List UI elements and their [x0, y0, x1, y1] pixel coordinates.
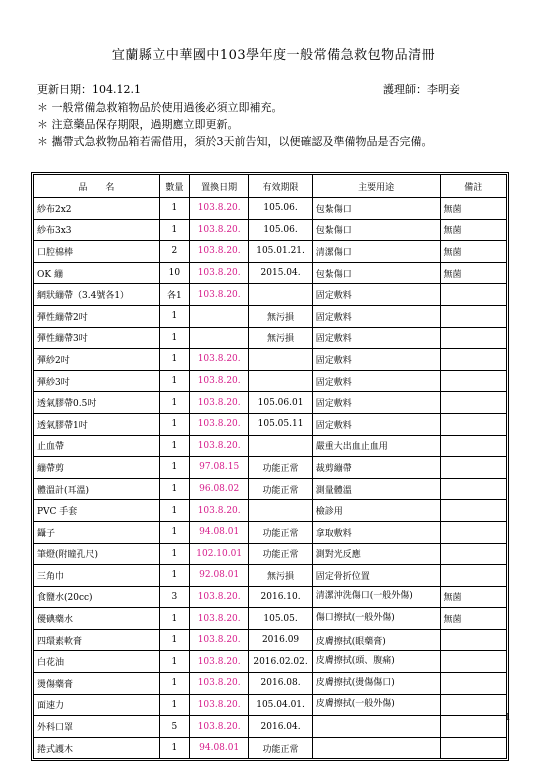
table-row [34, 219, 507, 241]
cell-replace-date: 96.08.02 [189, 478, 248, 500]
table-row [34, 694, 507, 716]
table-row [34, 543, 507, 565]
table-row [34, 716, 507, 738]
table-row [34, 349, 507, 371]
cell-remark [440, 349, 506, 371]
cell-expiry: 105.05.11 [249, 413, 312, 435]
cell-usage: 皮膚擦拭(頭、腹痛) [312, 651, 440, 673]
cell-replace-date [189, 305, 248, 327]
cell-expiry: 105.05. [249, 608, 312, 630]
cell-item-name: 口腔棉棒 [34, 241, 160, 263]
cell-item-name: 食鹽水(20cc) [34, 586, 160, 608]
cell-quantity: 1 [159, 651, 189, 673]
cell-quantity: 1 [159, 370, 189, 392]
cell-remark: 無菌 [440, 198, 506, 220]
cell-expiry: 無污損 [249, 565, 312, 587]
cell-usage: 皮膚擦拭(一般外傷) [312, 694, 440, 716]
cell-quantity: 1 [159, 629, 189, 651]
cell-expiry: 功能正常 [249, 737, 312, 759]
cell-remark [440, 435, 506, 457]
table-row [34, 629, 507, 651]
cell-replace-date: 97.08.15 [189, 457, 248, 479]
cell-expiry: 功能正常 [249, 521, 312, 543]
table-row [34, 565, 507, 587]
header-replace-date: 置換日期 [189, 175, 248, 198]
cell-replace-date: 103.8.20. [189, 219, 248, 241]
cell-replace-date: 103.8.20. [189, 435, 248, 457]
table-row [34, 673, 507, 695]
cell-replace-date: 92.08.01 [189, 565, 248, 587]
cell-expiry [249, 500, 312, 522]
cell-item-name: 繃帶剪 [34, 457, 160, 479]
cell-item-name: 鑷子 [34, 521, 160, 543]
cell-remark: 無菌 [440, 262, 506, 284]
cell-expiry: 105.04.01. [249, 694, 312, 716]
cell-replace-date: 94.08.01 [189, 737, 248, 759]
cell-expiry: 2015.04. [249, 262, 312, 284]
header-usage: 主要用途 [312, 175, 440, 198]
cell-remark [440, 457, 506, 479]
cell-item-name: 捲式護木 [34, 737, 160, 759]
cell-remark [440, 521, 506, 543]
cell-expiry: 105.01.21. [249, 241, 312, 263]
cell-usage: 包紮傷口 [312, 198, 440, 220]
cell-item-name: 筆燈(附瞳孔尺) [34, 543, 160, 565]
cell-remark [440, 629, 506, 651]
cell-replace-date: 103.8.20. [189, 413, 248, 435]
cell-usage: 皮膚擦拭(燙傷傷口) [312, 673, 440, 695]
cell-replace-date: 103.8.20. [189, 284, 248, 306]
cell-expiry: 無污損 [249, 327, 312, 349]
cell-usage: 拿取敷料 [312, 521, 440, 543]
cell-usage: 檢診用 [312, 500, 440, 522]
cell-remark [440, 413, 506, 435]
cell-replace-date: 103.8.20. [189, 370, 248, 392]
cell-expiry [249, 370, 312, 392]
table-row [34, 608, 507, 630]
cell-usage: 嚴重大出血止血用 [312, 435, 440, 457]
cell-replace-date: 103.8.20. [189, 262, 248, 284]
table-row [34, 457, 507, 479]
cell-quantity: 1 [159, 521, 189, 543]
document-title: 宜蘭縣立中華國中103學年度一般常備急救包物品清冊 [111, 48, 436, 63]
cell-item-name: 彈性繃帶3吋 [34, 327, 160, 349]
table-header-row [34, 175, 507, 198]
cell-expiry [249, 349, 312, 371]
cell-usage: 固定敷料 [312, 392, 440, 414]
cell-quantity: 3 [159, 586, 189, 608]
page-number: 1 [505, 713, 511, 723]
table-row [34, 586, 507, 608]
cell-replace-date: 103.8.20. [189, 241, 248, 263]
cell-replace-date: 94.08.01 [189, 521, 248, 543]
cell-replace-date: 103.8.20. [189, 586, 248, 608]
cell-quantity: 1 [159, 198, 189, 220]
table-row [34, 435, 507, 457]
cell-replace-date: 103.8.20. [189, 651, 248, 673]
cell-replace-date: 103.8.20. [189, 694, 248, 716]
cell-remark [440, 305, 506, 327]
table-row [34, 737, 507, 759]
table-row [34, 262, 507, 284]
cell-replace-date: 103.8.20. [189, 608, 248, 630]
cell-item-name: 彈紗2吋 [34, 349, 160, 371]
cell-usage: 包紮傷口 [312, 262, 440, 284]
cell-quantity: 1 [159, 737, 189, 759]
cell-expiry: 105.06. [249, 219, 312, 241]
cell-quantity: 1 [159, 413, 189, 435]
cell-quantity: 1 [159, 457, 189, 479]
table-row [34, 478, 507, 500]
table-row [34, 392, 507, 414]
cell-usage: 固定骨折位置 [312, 565, 440, 587]
cell-remark: 無菌 [440, 241, 506, 263]
cell-quantity: 1 [159, 565, 189, 587]
cell-expiry: 105.06.01 [249, 392, 312, 414]
header-expiry: 有效期限 [249, 175, 312, 198]
cell-item-name: 紗布2x2 [34, 198, 160, 220]
table-body [34, 198, 507, 759]
cell-quantity: 1 [159, 673, 189, 695]
cell-item-name: 透氣膠帶0.5吋 [34, 392, 160, 414]
cell-remark [440, 478, 506, 500]
cell-quantity: 1 [159, 608, 189, 630]
cell-remark [440, 370, 506, 392]
cell-quantity: 1 [159, 478, 189, 500]
note-item: ＊ 一般常備急救箱物品於使用過後必須立即補充。 [37, 101, 283, 114]
cell-remark [440, 716, 506, 738]
cell-quantity: 1 [159, 543, 189, 565]
cell-usage: 固定敷料 [312, 284, 440, 306]
cell-expiry [249, 284, 312, 306]
cell-expiry: 2016.09 [249, 629, 312, 651]
cell-item-name: 透氣膠帶1吋 [34, 413, 160, 435]
cell-expiry: 功能正常 [249, 478, 312, 500]
cell-expiry: 105.06. [249, 198, 312, 220]
cell-replace-date: 103.8.20. [189, 198, 248, 220]
cell-usage [312, 737, 440, 759]
cell-quantity: 5 [159, 716, 189, 738]
cell-expiry: 2016.08. [249, 673, 312, 695]
nurse-name: 護理師：李明妾 [383, 83, 460, 96]
cell-item-name: 網狀繃帶（3.4號各1） [34, 284, 160, 306]
cell-usage: 測對光反應 [312, 543, 440, 565]
cell-usage: 裁剪繃帶 [312, 457, 440, 479]
cell-item-name: 燙傷藥膏 [34, 673, 160, 695]
cell-remark [440, 673, 506, 695]
inventory-table-frame [31, 172, 509, 761]
cell-usage: 傷口擦拭(一般外傷) [312, 608, 440, 630]
cell-remark: 無菌 [440, 219, 506, 241]
cell-item-name: 優碘藥水 [34, 608, 160, 630]
cell-expiry: 無污損 [249, 305, 312, 327]
cell-usage: 固定敷料 [312, 413, 440, 435]
header-remark: 備註 [440, 175, 506, 198]
cell-item-name: 紗布3x3 [34, 219, 160, 241]
cell-usage [312, 716, 440, 738]
cell-expiry: 功能正常 [249, 457, 312, 479]
cell-item-name: 面速力 [34, 694, 160, 716]
table-row [34, 413, 507, 435]
cell-quantity: 1 [159, 694, 189, 716]
cell-usage: 皮膚擦拭(眼藥膏) [312, 629, 440, 651]
table-row [34, 370, 507, 392]
cell-remark [440, 500, 506, 522]
table-row [34, 305, 507, 327]
cell-quantity: 1 [159, 500, 189, 522]
cell-quantity: 1 [159, 327, 189, 349]
cell-remark [440, 392, 506, 414]
table-row [34, 521, 507, 543]
cell-item-name: PVC 手套 [34, 500, 160, 522]
cell-quantity: 1 [159, 435, 189, 457]
cell-replace-date: 103.8.20. [189, 392, 248, 414]
cell-expiry: 2016.10. [249, 586, 312, 608]
cell-item-name: 彈性繃帶2吋 [34, 305, 160, 327]
cell-expiry: 2016.04. [249, 716, 312, 738]
cell-quantity: 各1 [159, 284, 189, 306]
cell-replace-date: 102.10.01 [189, 543, 248, 565]
cell-item-name: 止血帶 [34, 435, 160, 457]
cell-quantity: 10 [159, 262, 189, 284]
header-quantity: 數量 [159, 175, 189, 198]
note-item: ＊ 攜帶式急救物品箱若需借用，須於3天前告知，以便確認及準備物品是否完備。 [37, 135, 433, 148]
cell-remark [440, 327, 506, 349]
cell-usage: 固定敷料 [312, 327, 440, 349]
cell-remark [440, 543, 506, 565]
cell-remark [440, 284, 506, 306]
cell-expiry: 功能正常 [249, 543, 312, 565]
cell-item-name: 四環素軟膏 [34, 629, 160, 651]
table-row [34, 198, 507, 220]
cell-usage: 固定敷料 [312, 370, 440, 392]
table-row [34, 500, 507, 522]
cell-item-name: 外科口罩 [34, 716, 160, 738]
table-row [34, 241, 507, 263]
cell-expiry: 2016.02.02. [249, 651, 312, 673]
cell-item-name: 體溫計(耳溫) [34, 478, 160, 500]
cell-expiry [249, 435, 312, 457]
cell-quantity: 2 [159, 241, 189, 263]
table-row [34, 327, 507, 349]
cell-item-name: OK 繃 [34, 262, 160, 284]
header-item-name: 品 名 [34, 175, 160, 198]
update-date: 更新日期：104.12.1 [37, 83, 141, 96]
cell-item-name: 三角巾 [34, 565, 160, 587]
cell-usage: 固定敷料 [312, 349, 440, 371]
cell-quantity: 1 [159, 349, 189, 371]
cell-remark: 無菌 [440, 608, 506, 630]
cell-usage: 包紮傷口 [312, 219, 440, 241]
cell-replace-date [189, 327, 248, 349]
cell-remark [440, 694, 506, 716]
cell-quantity: 1 [159, 392, 189, 414]
cell-remark [440, 651, 506, 673]
cell-quantity: 1 [159, 305, 189, 327]
cell-replace-date: 103.8.20. [189, 629, 248, 651]
cell-quantity: 1 [159, 219, 189, 241]
cell-item-name: 彈紗3吋 [34, 370, 160, 392]
cell-replace-date: 103.8.20. [189, 673, 248, 695]
cell-replace-date: 103.8.20. [189, 349, 248, 371]
cell-replace-date: 103.8.20. [189, 716, 248, 738]
cell-remark [440, 737, 506, 759]
cell-remark [440, 565, 506, 587]
note-item: ＊ 注意藥品保存期限，過期應立即更新。 [37, 118, 239, 131]
table-row [34, 284, 507, 306]
notes-list [37, 99, 537, 150]
inventory-table [33, 174, 507, 759]
cell-usage: 清潔沖洗傷口(一般外傷) [312, 586, 440, 608]
cell-usage: 固定敷料 [312, 305, 440, 327]
cell-usage: 清潔傷口 [312, 241, 440, 263]
table-row [34, 651, 507, 673]
cell-usage: 測量體溫 [312, 478, 440, 500]
cell-remark: 無菌 [440, 586, 506, 608]
cell-item-name: 白花油 [34, 651, 160, 673]
cell-replace-date: 103.8.20. [189, 500, 248, 522]
